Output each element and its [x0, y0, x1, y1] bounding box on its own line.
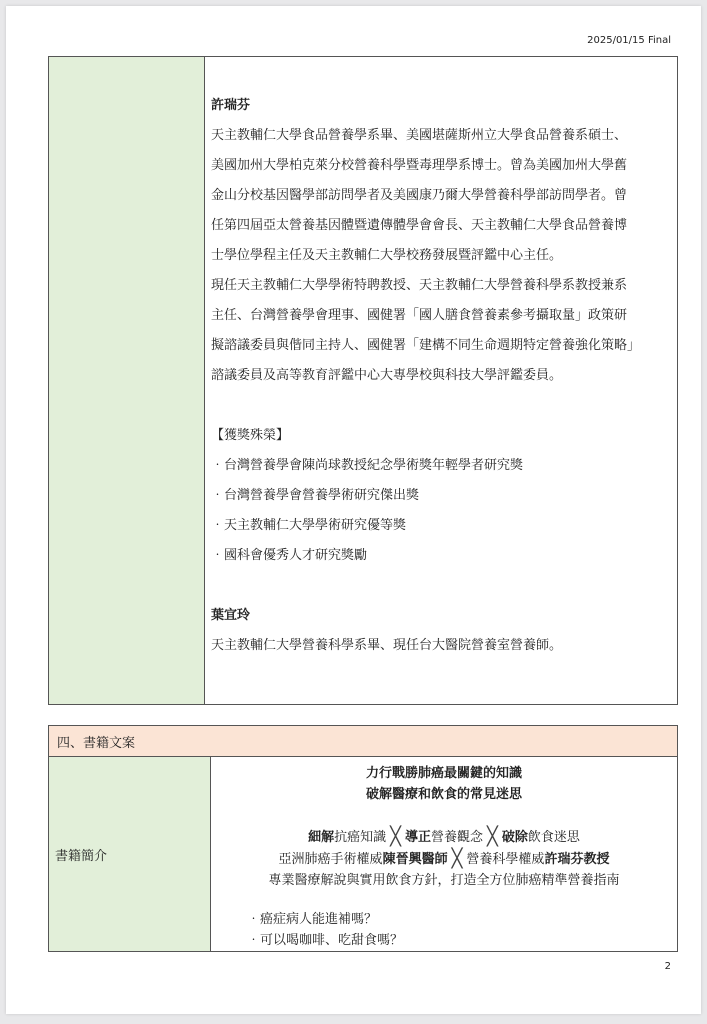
- book-intro-label: 書籍簡介: [49, 757, 211, 952]
- page-number: 2: [664, 961, 671, 972]
- award-item: ‧台灣營養學會營養學術研究傑出獎: [211, 488, 420, 503]
- headline-2: 破解醫療和飲食的常見迷思: [365, 787, 522, 802]
- person1-para2-line: 諮議委員及高等教育評鑑中心大專學校與科技大學評鑑委員。: [211, 368, 563, 383]
- person1-para1-line: 任第四屆亞太營養基因體暨遺傳體學會會長、天主教輔仁大學食品營養博: [211, 218, 628, 233]
- document-page: [6, 6, 701, 1014]
- cross-icon: ╳: [487, 826, 498, 847]
- cross-icon: ╳: [390, 826, 401, 847]
- header-date: 2025/01/15 Final: [587, 35, 671, 46]
- book-table: [48, 725, 678, 952]
- person1-para2-line: 擬諮議委員與偕同主持人、國健署「建構不同生命週期特定營養強化策略」: [211, 338, 641, 353]
- person1-para1-line: 美國加州大學柏克萊分校營養科學暨毒理學系博士。曾為美國加州大學舊: [211, 158, 628, 173]
- cross-icon: ╳: [451, 848, 463, 869]
- person1-name: 許瑞芬: [211, 98, 251, 113]
- award-item: ‧天主教輔仁大學學術研究優等獎: [211, 518, 407, 533]
- awards-title: 【獲獎殊榮】: [211, 428, 290, 443]
- headline-1: 力行戰勝肺癌最關鍵的知識: [365, 766, 522, 781]
- person2-name: 葉宜玲: [211, 608, 251, 623]
- bio-label-cell: [49, 57, 205, 705]
- book-intro-content: [211, 757, 678, 952]
- tagline-3: 專業醫療解說與實用飲食方針，打造全方位肺癌精準營養指南: [268, 873, 620, 888]
- award-item: ‧國科會優秀人才研究獎勵: [211, 548, 368, 563]
- person1-para1-line: 天主教輔仁大學食品營養學系畢、美國堪薩斯州立大學食品營養系碩士、: [211, 128, 628, 143]
- award-item: ‧台灣營養學會陳尚球教授紀念學術獎年輕學者研究獎: [211, 458, 524, 473]
- bio-table: [48, 56, 678, 705]
- question-bullet: ‧癌症病人能進補嗎？: [247, 912, 378, 927]
- question-bullet: ‧可以喝咖啡、吃甜食嗎？: [247, 933, 404, 948]
- bio-content-cell: [205, 57, 678, 705]
- person2-desc: 天主教輔仁大學營養科學系畢、現任台大醫院營養室營養師。: [211, 638, 563, 653]
- person1-para1-line: 士學位學程主任及天主教輔仁大學校務發展暨評鑑中心主任。: [211, 248, 563, 263]
- tagline-1: 細解抗癌知識 ╳ 導正營養觀念 ╳ 破除飲食迷思: [308, 826, 580, 847]
- person1-para1-line: 金山分校基因醫學部訪問學者及美國康乃爾大學營養科學部訪問學者。曾: [211, 188, 628, 203]
- person1-para2-line: 主任、台灣營養學會理事、國健署「國人膳食營養素參考攝取量」政策研: [211, 308, 628, 323]
- section-heading: 四、書籍文案: [49, 726, 678, 757]
- person1-para2-line: 現任天主教輔仁大學學術特聘教授、天主教輔仁大學營養科學系教授兼系: [211, 278, 628, 293]
- tagline-2: 亞洲肺癌手術權威陳晉興醫師 ╳ 營養科學權威許瑞芬教授: [278, 848, 610, 869]
